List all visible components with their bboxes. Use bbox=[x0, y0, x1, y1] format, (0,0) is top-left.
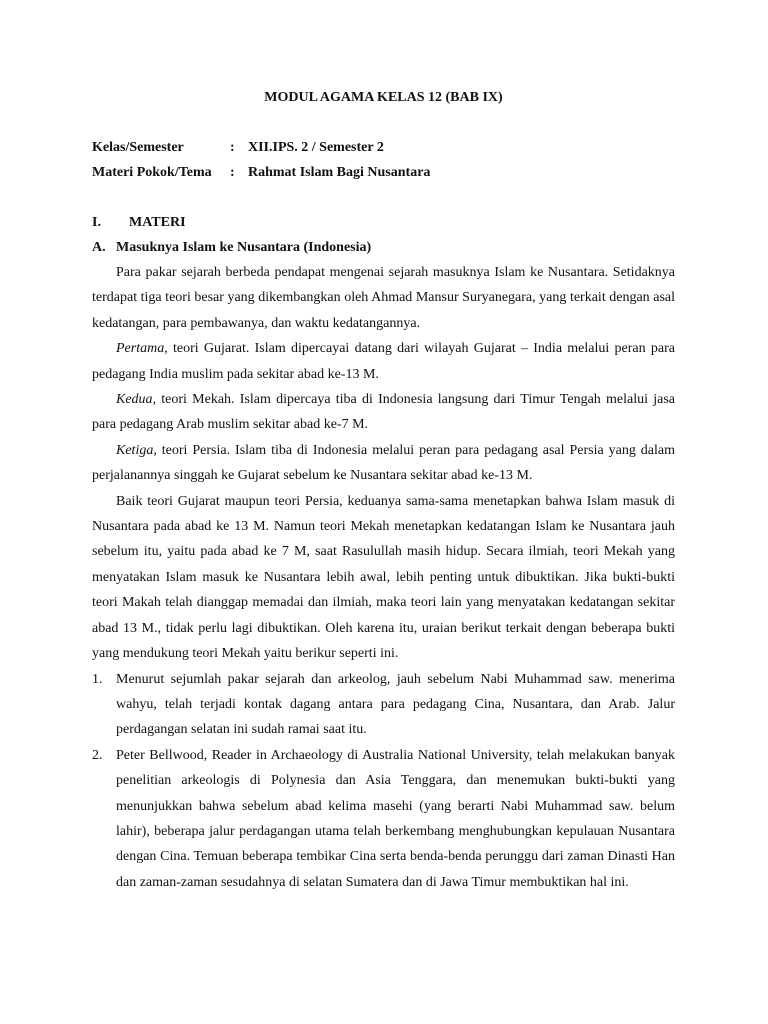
subsection-title: Masuknya Islam ke Nusantara (Indonesia) bbox=[116, 240, 372, 255]
meta-colon: : bbox=[230, 140, 235, 155]
paragraph-lead: Kedua bbox=[116, 392, 153, 408]
evidence-list bbox=[92, 667, 675, 896]
paragraph-theory-mekah bbox=[92, 387, 675, 438]
meta-row-kelas-semester bbox=[92, 135, 675, 160]
paragraph-text: , teori Gujarat. Islam dipercayai datang dari wilayah Gujarat – India melalui peran para pedagang India muslim pada sekitar abad ke-13 M. bbox=[92, 341, 675, 382]
meta-block bbox=[92, 135, 675, 185]
paragraph-text: , teori Persia. Islam tiba di Indonesia melalui peran para pedagang asal Persia yang dalam perjalanannya singgah ke Gujarat sebelum ke Nusantara sekitar abad ke-13 M. bbox=[92, 442, 675, 484]
paragraph-lead: Pertama bbox=[116, 341, 165, 357]
meta-colon: : bbox=[230, 165, 235, 180]
section-number: I. bbox=[92, 215, 101, 230]
paragraph-intro bbox=[92, 260, 675, 336]
page-title: MODUL AGAMA KELAS 12 (BAB IX) bbox=[264, 90, 503, 105]
list-item-number: 1. bbox=[92, 671, 103, 687]
subsection-heading bbox=[92, 235, 675, 260]
meta-value: XII.IPS. 2 / Semester 2 bbox=[248, 140, 384, 155]
list-item bbox=[92, 667, 675, 743]
list-item-text: Peter Bellwood, Reader in Archaeology di Australia National University, telah melakukan banyak penelitian arkeologis di Polynesia dan Asia Tenggara, dan menemukan bukti-bukti yang menunjukkan bahwa sebelum abad kelima masehi (yang berarti Nabi Muhammad saw. belum lahir), beberapa jalur perdagangan utama telah berkembang menghubungkan kepulauan Nusantara dengan Cina. Temuan beberapa tembikar Cina serta benda-benda perunggu dari zaman Dinasti Han dan zaman-zaman sesudahnya di selatan Sumatera dan di Jawa Timur membuktikan hal ini. bbox=[116, 747, 675, 890]
paragraph-text: Baik teori Gujarat maupun teori Persia, keduanya sama-sama menetapkan bahwa Islam masuk di Nusantara pada abad ke 13 M. Namun teori Mekah menetapkan kedatangan Islam ke Nusantara jauh sebelum itu, yaitu pada abad ke 7 M, saat Rasulullah masih hidup. Secara ilmiah, teori Mekah yang menyatakan Islam masuk ke Nusantara lebih awal, lebih penting untuk dibuktikan. Jika bukti-bukti teori Makah telah dianggap memadai dan ilmiah, maka teori lain yang menyatakan kedatangan sekitar abad 13 M., tidak perlu lagi dibuktikan. Oleh karena itu, uraian berikut terkait dengan beberapa bukti yang mendukung teori Mekah yaitu berikur seperti ini. bbox=[92, 493, 675, 662]
meta-label: Materi Pokok/Tema bbox=[92, 165, 212, 180]
paragraph-theory-gujarat bbox=[92, 336, 675, 387]
section-heading bbox=[92, 210, 675, 235]
paragraph-theory-persia bbox=[92, 438, 675, 489]
paragraph-comparison bbox=[92, 489, 675, 667]
subsection-letter: A. bbox=[92, 240, 106, 255]
meta-value: Rahmat Islam Bagi Nusantara bbox=[248, 165, 431, 180]
paragraph-text: Para pakar sejarah berbeda pendapat mengenai sejarah masuknya Islam ke Nusantara. Setidaknya terdapat tiga teori besar yang dikembangkan oleh Ahmad Mansur Suryanegara, yang terkait dengan asal kedatangan, para pembawanya, dan waktu kedatangannya. bbox=[92, 265, 675, 331]
paragraph-lead: Ketiga bbox=[116, 442, 154, 458]
meta-label: Kelas/Semester bbox=[92, 140, 184, 155]
list-item bbox=[92, 743, 675, 895]
list-item-number: 2. bbox=[92, 747, 103, 763]
list-item-text: Menurut sejumlah pakar sejarah dan arkeolog, jauh sebelum Nabi Muhammad saw. menerima wahyu, telah terjadi kontak dagang antara para pedagang Cina, Nusantara, dan Arab. Jalur perdagangan selatan ini sudah ramai saat itu. bbox=[116, 671, 675, 738]
section-title: MATERI bbox=[129, 215, 186, 230]
paragraph-text: , teori Mekah. Islam dipercaya tiba di Indonesia langsung dari Timur Tengah melalui jasa para pedagang Arab muslim sekitar abad ke-7 M. bbox=[92, 392, 675, 433]
meta-row-materi-pokok bbox=[92, 160, 675, 185]
